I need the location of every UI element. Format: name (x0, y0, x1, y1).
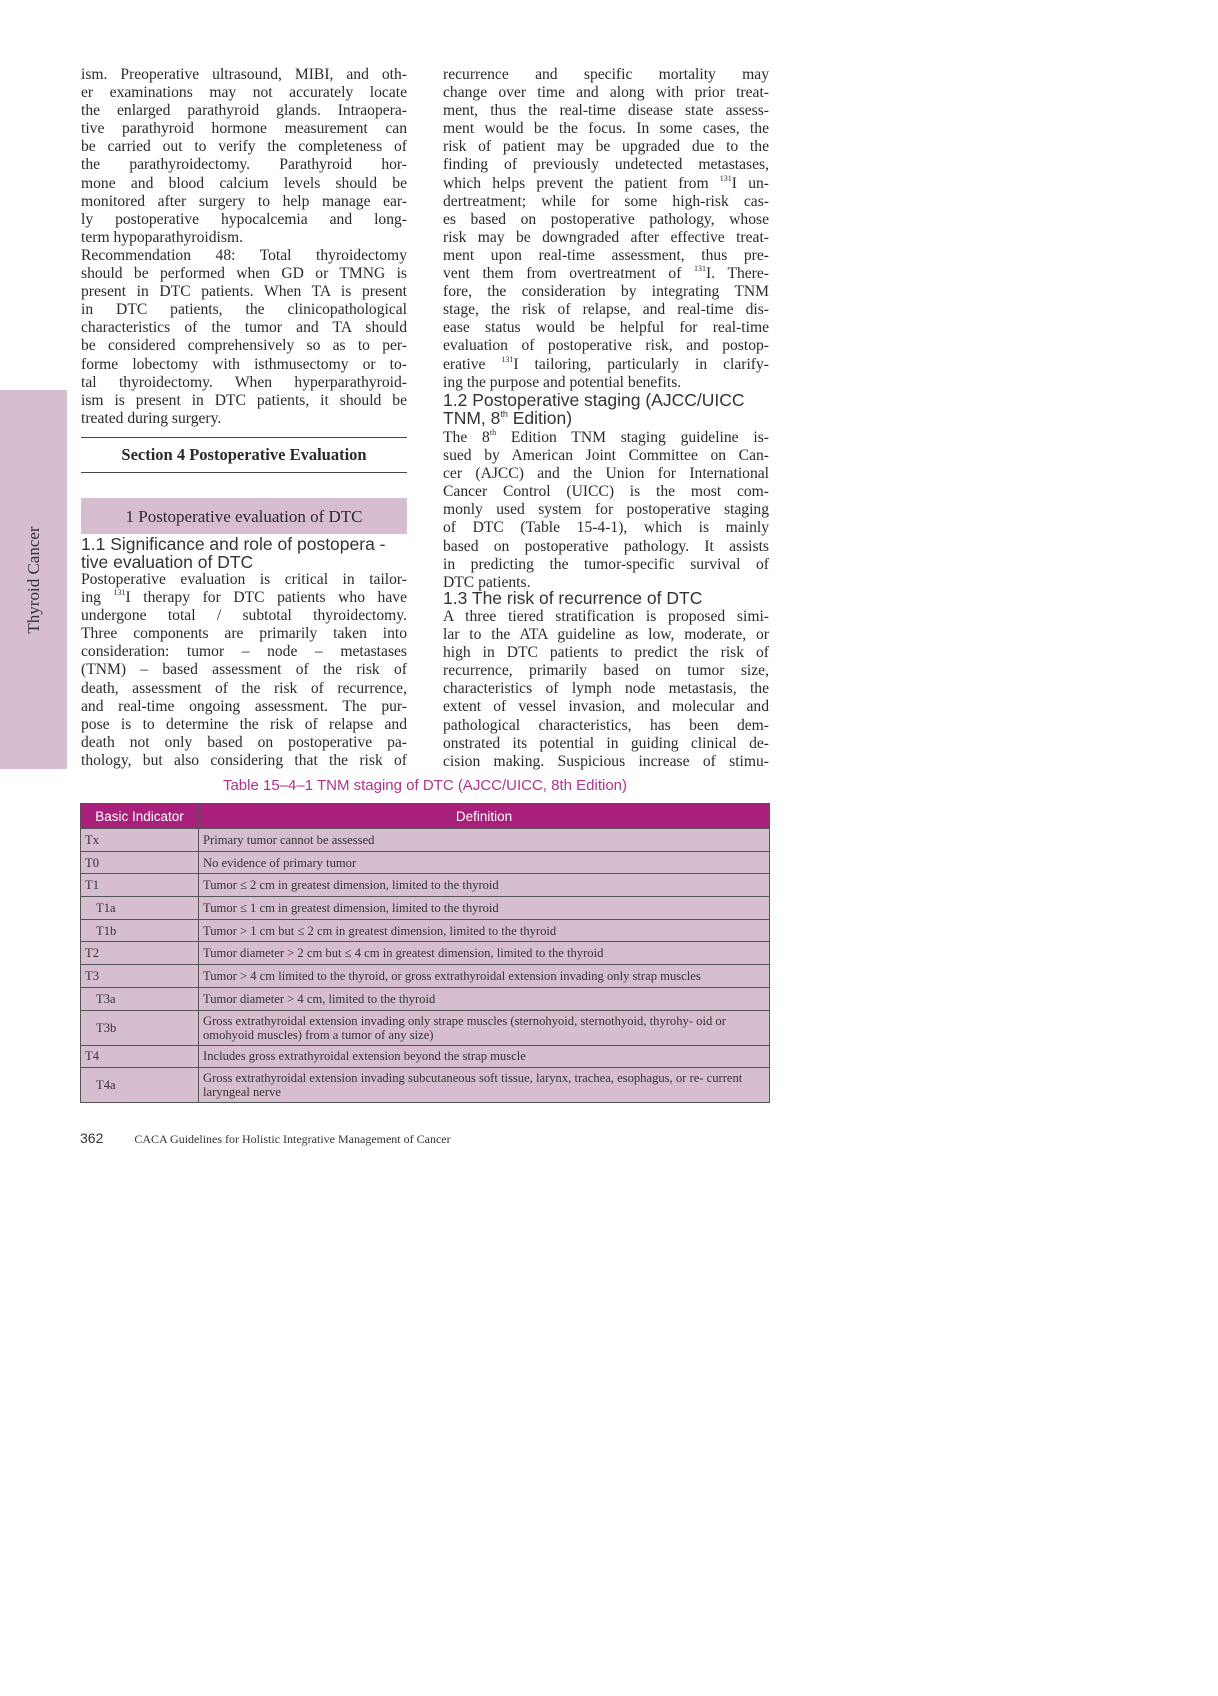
table-row (81, 897, 770, 920)
left-paragraphs-1-2 (81, 66, 407, 428)
paragraph-recurrence-risk (443, 608, 769, 771)
text-segment: DTC patients. (443, 573, 531, 591)
text-line (81, 607, 407, 625)
text-segment: I tailoring, particularly in clarify- (513, 355, 769, 373)
text-line (443, 735, 769, 753)
text-segment: Cancer Control (UICC) is the most com- (443, 483, 769, 501)
text-segment: should be performed when GD or TMNG is (81, 265, 407, 283)
text-line (443, 698, 769, 716)
text-line (81, 356, 407, 374)
text-line (443, 590, 769, 608)
text-line (443, 465, 769, 483)
text-line (81, 551, 407, 572)
text-line (81, 337, 407, 355)
text-line (81, 156, 407, 174)
text-segment: finding of previously undetected metastases, (443, 156, 769, 174)
text-segment: in predicting the tumor-specific survival of (443, 555, 769, 573)
text-segment: ism is present in DTC patients, it should be (81, 391, 407, 409)
text-line (81, 680, 407, 698)
text-segment: the enlarged parathyroid glands. Intraopera- (81, 102, 407, 120)
text-segment: forme lobectomy with isthmusectomy or to- (81, 355, 407, 373)
table-row (81, 874, 770, 897)
section-title: Section 4 Postoperative Evaluation (81, 437, 407, 473)
cell-definition: Gross extrathyroidal extension invading subcutaneous soft tissue, larynx, trachea, esophagus, or re- current laryngeal nerve (199, 1068, 770, 1103)
cell-definition: No evidence of primary tumor (199, 851, 770, 874)
page-number: 362 (80, 1130, 104, 1146)
text-line (443, 138, 769, 156)
text-line (443, 519, 769, 537)
text-segment: risk may be downgraded after effective treat- (443, 228, 769, 246)
text-segment: 1.1 Significance and role of postopera - (81, 534, 386, 554)
text-line (443, 156, 769, 174)
text-segment: be carried out to verify the completeness of (81, 138, 407, 156)
text-segment: treated during surgery. (81, 409, 222, 427)
text-line (443, 374, 769, 392)
text-line (81, 175, 407, 193)
cell-definition: Tumor > 4 cm limited to the thyroid, or gross extrathyroidal extension invading only strap muscles (199, 965, 770, 988)
table-row (81, 942, 770, 965)
text-line (443, 447, 769, 465)
table-header-row (81, 804, 770, 829)
text-line (443, 662, 769, 680)
table-row (81, 851, 770, 874)
text-segment: be considered comprehensively so as to per- (81, 337, 407, 355)
text-line (81, 716, 407, 734)
text-segment: recurrence and specific mortality may (443, 66, 769, 83)
text-segment: risk of patient may be upgraded due to the (443, 138, 769, 156)
cell-indicator: T1b (81, 919, 199, 942)
text-line (443, 84, 769, 102)
cell-definition: Tumor ≤ 1 cm in greatest dimension, limited to the thyroid (199, 897, 770, 920)
text-line (81, 410, 407, 428)
text-segment: which helps prevent the patient from (443, 174, 720, 192)
cell-indicator: T0 (81, 851, 199, 874)
text-line (443, 483, 769, 501)
text-line (443, 301, 769, 319)
table-row (81, 987, 770, 1010)
text-line (81, 643, 407, 661)
text-line (81, 84, 407, 102)
table-row (81, 829, 770, 852)
cell-definition: Gross extrathyroidal extension invading only strape muscles (sternohyoid, sternothyoid, thyrohy- oid or omohyoid muscles) from a tumor of any size) (199, 1010, 770, 1045)
text-segment: thology, but also considering that the risk of (81, 751, 407, 769)
superscript: 131 (719, 173, 732, 183)
text-line (81, 374, 407, 392)
paragraph-parathyroid (81, 66, 407, 247)
text-segment: fore, the consideration by integrating TNM (443, 283, 769, 301)
table-row (81, 965, 770, 988)
text-line (81, 265, 407, 283)
cell-definition: Tumor diameter > 4 cm, limited to the thyroid (199, 987, 770, 1010)
cell-indicator: T4a (81, 1068, 199, 1103)
text-line (81, 571, 407, 589)
table-row (81, 1045, 770, 1068)
text-segment: onstrated its potential in guiding clinical de- (443, 734, 769, 752)
text-line (443, 608, 769, 626)
text-line (81, 734, 407, 752)
text-segment: dertreatment; while for some high-risk cas- (443, 192, 769, 210)
text-segment: ing (81, 589, 114, 607)
chapter-title: 1 Postoperative evaluation of DTC (81, 498, 407, 534)
text-segment: ly postoperative hypocalcemia and long- (81, 210, 407, 228)
text-segment: ism. Preoperative ultrasound, MIBI, and oth- (81, 66, 407, 83)
text-segment: death, assessment of the risk of recurrence, (81, 679, 407, 697)
text-line (81, 661, 407, 679)
text-segment: recurrence, primarily based on tumor size, (443, 662, 769, 680)
cell-indicator: T3b (81, 1010, 199, 1045)
text-segment: Three components are primarily taken into (81, 625, 407, 643)
text-segment: extent of vessel invasion, and molecular and (443, 698, 769, 716)
superscript: th (489, 428, 497, 437)
heading-1-2 (443, 392, 769, 427)
text-segment: cision making. Suspicious increase of stimu- (443, 752, 769, 770)
text-line (443, 247, 769, 265)
text-segment: ease status would be helpful for real-time (443, 319, 769, 337)
text-segment: TNM, 8 (443, 407, 501, 428)
text-segment: and real-time ongoing assessment. The pur- (81, 697, 407, 715)
text-line (443, 102, 769, 120)
text-segment: of DTC (Table 15-4-1), which is mainly (443, 519, 769, 537)
superscript: th (500, 408, 508, 419)
text-segment: the parathyroidectomy. Parathyroid hor- (81, 156, 407, 174)
tnm-staging-table (80, 803, 770, 1103)
text-line (81, 589, 407, 607)
cell-indicator: T1 (81, 874, 199, 897)
text-line (443, 680, 769, 698)
text-segment: Postoperative evaluation is critical in tailor- (81, 571, 407, 588)
paragraph-risk-over-time (443, 66, 769, 392)
text-line (443, 753, 769, 771)
text-line (443, 538, 769, 556)
table-row (81, 919, 770, 942)
text-line (81, 392, 407, 410)
text-line (81, 625, 407, 643)
text-segment: (TNM) – based assessment of the risk of (81, 661, 407, 679)
text-line (443, 319, 769, 337)
text-segment: sued by American Joint Committee on Can- (443, 447, 769, 465)
text-segment: I un- (731, 174, 769, 192)
text-line (81, 120, 407, 138)
text-segment: es based on postoperative pathology, whose (443, 210, 769, 228)
text-segment: mone and blood calcium levels should be (81, 174, 407, 192)
text-segment: in DTC patients, the clinicopathological (81, 301, 407, 319)
cell-indicator: Tx (81, 829, 199, 852)
text-line (443, 211, 769, 229)
cell-definition: Tumor > 1 cm but ≤ 2 cm in greatest dimension, limited to the thyroid (199, 919, 770, 942)
text-line (443, 644, 769, 662)
cell-definition: Primary tumor cannot be assessed (199, 829, 770, 852)
side-tab-label: Thyroid Cancer (23, 525, 43, 634)
text-segment: cer (AJCC) and the Union for International (443, 465, 769, 483)
text-segment: term hypoparathyroidism. (81, 228, 243, 246)
header-definition: Definition (199, 804, 770, 829)
text-segment: vent them from overtreatment of (443, 265, 695, 283)
paragraph-postoperative-evaluation (81, 571, 407, 770)
heading-1-3 (443, 590, 769, 608)
cell-indicator: T3a (81, 987, 199, 1010)
text-line (81, 66, 407, 84)
text-line (81, 211, 407, 229)
text-segment: ing the purpose and potential benefits. (443, 373, 682, 391)
text-segment: er examinations may not accurately locate (81, 84, 407, 102)
superscript: 131 (113, 588, 126, 598)
text-line (81, 102, 407, 120)
text-line (443, 626, 769, 644)
table-caption: Table 15–4–1 TNM staging of DTC (AJCC/UICC, 8th Edition) (222, 777, 628, 794)
text-line (81, 319, 407, 337)
text-segment: erative (443, 355, 502, 373)
cell-indicator: T3 (81, 965, 199, 988)
cell-definition: Tumor diameter > 2 cm but ≤ 4 cm in greatest dimension, limited to the thyroid (199, 942, 770, 965)
text-segment: Edition) (507, 407, 573, 428)
cell-indicator: T2 (81, 942, 199, 965)
heading-1-1 (81, 536, 407, 571)
text-line (81, 752, 407, 770)
text-segment: monly used system for postoperative staging (443, 501, 769, 519)
text-segment: undergone total / subtotal thyroidectomy. (81, 607, 407, 625)
text-segment: characteristics of lymph node metastasis, the (443, 680, 769, 698)
text-segment: tal thyroidectomy. When hyperparathyroid- (81, 373, 407, 391)
text-segment: death not only based on postoperative pa- (81, 733, 407, 751)
text-segment: characteristics of the tumor and TA should (81, 319, 407, 337)
text-line (81, 283, 407, 301)
superscript: 131 (694, 264, 707, 274)
text-line (443, 66, 769, 84)
cell-definition: Includes gross extrathyroidal extension beyond the strap muscle (199, 1045, 770, 1068)
text-line (443, 337, 769, 355)
text-segment: 1.3 The risk of recurrence of DTC (443, 588, 703, 608)
page-footer (80, 1130, 451, 1147)
text-segment: change over time and along with prior treat- (443, 84, 769, 102)
text-segment: Recommendation 48: Total thyroidectomy (81, 246, 407, 264)
table-row (81, 1010, 770, 1045)
text-segment: evaluation of postoperative risk, and postop- (443, 337, 769, 355)
text-segment: I therapy for DTC patients who have (125, 589, 407, 607)
text-line (443, 175, 769, 193)
text-line (81, 193, 407, 211)
text-segment: ment upon real-time assessment, thus pre- (443, 246, 769, 264)
text-segment: monitored after surgery to help manage ear- (81, 192, 407, 210)
side-chapter-tab (0, 390, 67, 769)
text-line (443, 501, 769, 519)
text-segment: The 8 (443, 429, 490, 446)
text-segment: consideration: tumor – node – metastases (81, 643, 407, 661)
text-line (81, 229, 407, 247)
running-title: CACA Guidelines for Holistic Integrative Management of Cancer (134, 1132, 451, 1146)
text-line (443, 193, 769, 211)
text-segment: high in DTC patients to predict the risk of (443, 644, 769, 662)
text-segment: A three tiered stratification is proposed simi- (443, 608, 769, 625)
text-segment: ment would be the focus. In some cases, the (443, 120, 769, 138)
text-line (443, 717, 769, 735)
paragraph-tnm-staging (443, 429, 769, 592)
superscript: 131 (501, 354, 514, 364)
table-row (81, 1068, 770, 1103)
text-line (81, 301, 407, 319)
text-line (81, 698, 407, 716)
text-segment: lar to the ATA guideline as low, moderate, or (443, 626, 769, 644)
text-segment: Edition TNM staging guideline is- (496, 429, 769, 446)
text-segment: pose is to determine the risk of relapse and (81, 715, 407, 733)
text-segment: stage, the risk of relapse, and real-time dis- (443, 301, 769, 319)
header-basic-indicator: Basic Indicator (81, 804, 199, 829)
text-line (443, 229, 769, 247)
text-line (443, 283, 769, 301)
text-segment: present in DTC patients. When TA is present (81, 283, 407, 301)
text-segment: tive parathyroid hormone measurement can (81, 120, 407, 138)
text-line (443, 556, 769, 574)
text-line (443, 356, 769, 374)
text-segment: tive evaluation of DTC (81, 551, 254, 572)
text-segment: ment, thus the real-time disease state assess- (443, 102, 769, 120)
text-line (443, 429, 769, 447)
text-line (443, 120, 769, 138)
text-segment: 1.2 Postoperative staging (AJCC/UICC (443, 390, 745, 410)
cell-indicator: T4 (81, 1045, 199, 1068)
text-line (81, 138, 407, 156)
text-segment: pathological characteristics, has been dem- (443, 716, 769, 734)
cell-indicator: T1a (81, 897, 199, 920)
text-line (443, 265, 769, 283)
text-segment: I. There- (706, 265, 769, 283)
paragraph-recommendation-48 (81, 247, 407, 428)
text-segment: based on postoperative pathology. It assists (443, 537, 769, 555)
text-line (81, 247, 407, 265)
text-line (443, 407, 769, 428)
cell-definition: Tumor ≤ 2 cm in greatest dimension, limited to the thyroid (199, 874, 770, 897)
